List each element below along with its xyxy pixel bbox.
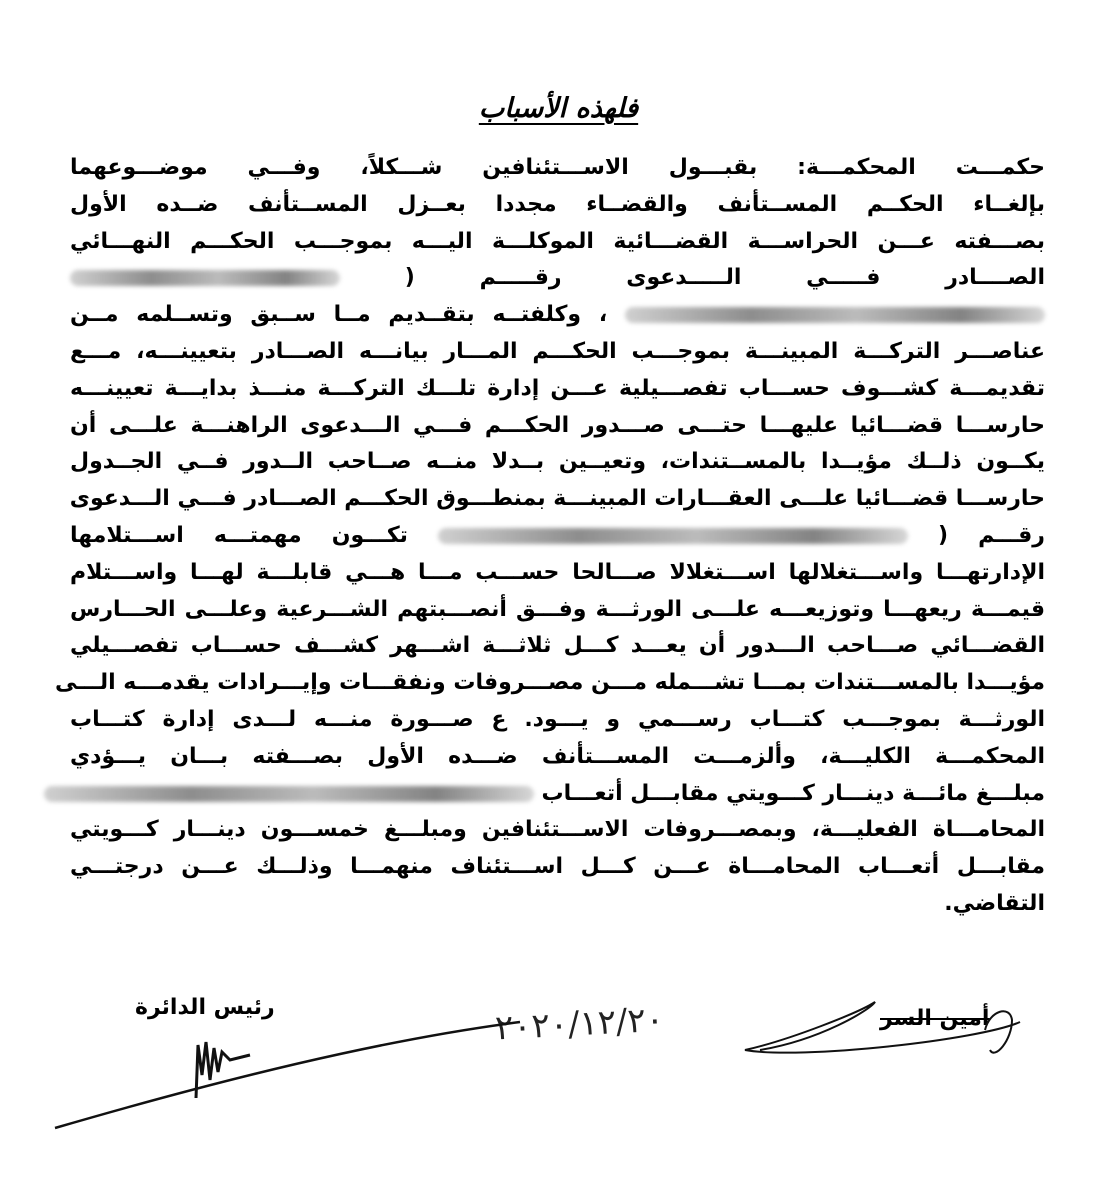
text-line: المحكمـــة الكليـــة، وألزمـــت المســـتأنف ضـــده الأول بصـــفته بـــان يـــؤدي — [70, 743, 1045, 769]
text-line: تقديمـــة كشـــوف حســـاب تفصـــيلية عـــن إدارة تلـــك التركـــة منـــذ بدايـــة تعيينـــه — [70, 375, 1045, 401]
text-line: التقاضي. — [944, 890, 1045, 916]
text-line: حكمـــت المحكمـــة: بقبـــول الاســـتئنافين شـــكلاً، وفـــي موضـــوعهما — [70, 155, 1045, 180]
text-line: يكــون ذلــك مؤيــدا بالمســتندات، وتعيــين بــدلا منــه صــاحب الــدور فــي الجــدول — [70, 449, 1045, 475]
text-segment: ، وكلفتــه بتقــديم مــا ســبق وتســلمه مــن — [70, 302, 608, 328]
section-heading: فلهذه الأسباب — [478, 93, 639, 124]
text-segment: تكـــون مهمتـــه اســـتلامها — [70, 522, 408, 548]
text-line: المحامـــاة الفعليـــة، وبمصـــروفات الاســـتئنافين ومبلـــغ خمســـون دينـــار كـــويتي — [70, 817, 1045, 843]
text-line: قيمـــة ريعهـــا وتوزيعـــه علـــى الورثـــة وفـــق أنصـــبتهم الشـــرعية وعلـــى الحـــارس — [70, 596, 1045, 622]
secretary-label: أمين السر — [880, 1006, 990, 1031]
text-line: حارســـا قضـــائيا عليهـــا حتـــى صـــدور الحكـــم فـــي الـــدعوى الراهنـــة علـــى أن — [70, 412, 1045, 438]
handwritten-date: ٢٠٢٠/١٢/٢٠ — [494, 999, 665, 1049]
presiding-signature-scribble — [196, 1042, 250, 1098]
presiding-signature — [55, 1022, 520, 1128]
text-line: مقابـــل أتعـــاب المحامـــاة عـــن كـــل اســـتئناف منهمـــا وذلـــك عـــن درجتـــي — [70, 854, 1045, 880]
text-segment: رقـــم ( — [937, 522, 1045, 548]
presiding-judge-label: رئيس الدائرة — [135, 995, 275, 1020]
text-line: بصـــفته عـــن الحراســـة القضـــائية الموكلـــة اليـــه بموجـــب الحكـــم النهـــائي — [70, 228, 1045, 254]
text-segment: مبلـــغ مائـــة دينـــار كـــويتي مقابـــل أتعـــاب — [541, 780, 1045, 806]
text-line: بإلغــاء الحكــم المســتأنف والقضــاء مجددا بعــزل المســتأنف ضــده الأول — [70, 191, 1045, 217]
text-line: عناصـــر التركـــة المبينـــة بموجـــب الحكـــم المـــار بيانـــه الصـــادر بتعيينـــه، مـــع — [70, 338, 1045, 364]
text-line: الورثـــة بموجـــب كتـــاب رســـمي و يـــود. ع صـــورة منـــه لـــدى إدارة كتـــاب — [70, 706, 1045, 732]
secretary-signature — [745, 1002, 1020, 1053]
text-segment: الصــــادر فـــــي الـــــدعوى رقـــــم ( — [404, 265, 1045, 291]
text-line: حارســـا قضـــائيا علـــى العقـــارات المبينـــة بمنطـــوق الحكـــم الصـــادر فـــي الـــدعوى — [69, 486, 1045, 512]
text-line: الإدارتهـــا واســـتغلالها اســـتغلالا صـــالحا حســـب مـــا هـــي قابلـــة لهـــا واســـتلام — [70, 559, 1045, 585]
text-line: مؤيـــدا بالمســـتندات بمـــا تشـــمله مـــن مصـــروفات ونفقـــات وإيـــرادات يقدمـــه الـــى — [55, 670, 1045, 696]
text-line: القضـــائي صـــاحب الـــدور أن يعـــد كـــل ثلاثـــة اشـــهر كشـــف حســـاب تفصـــيلي — [70, 633, 1045, 659]
